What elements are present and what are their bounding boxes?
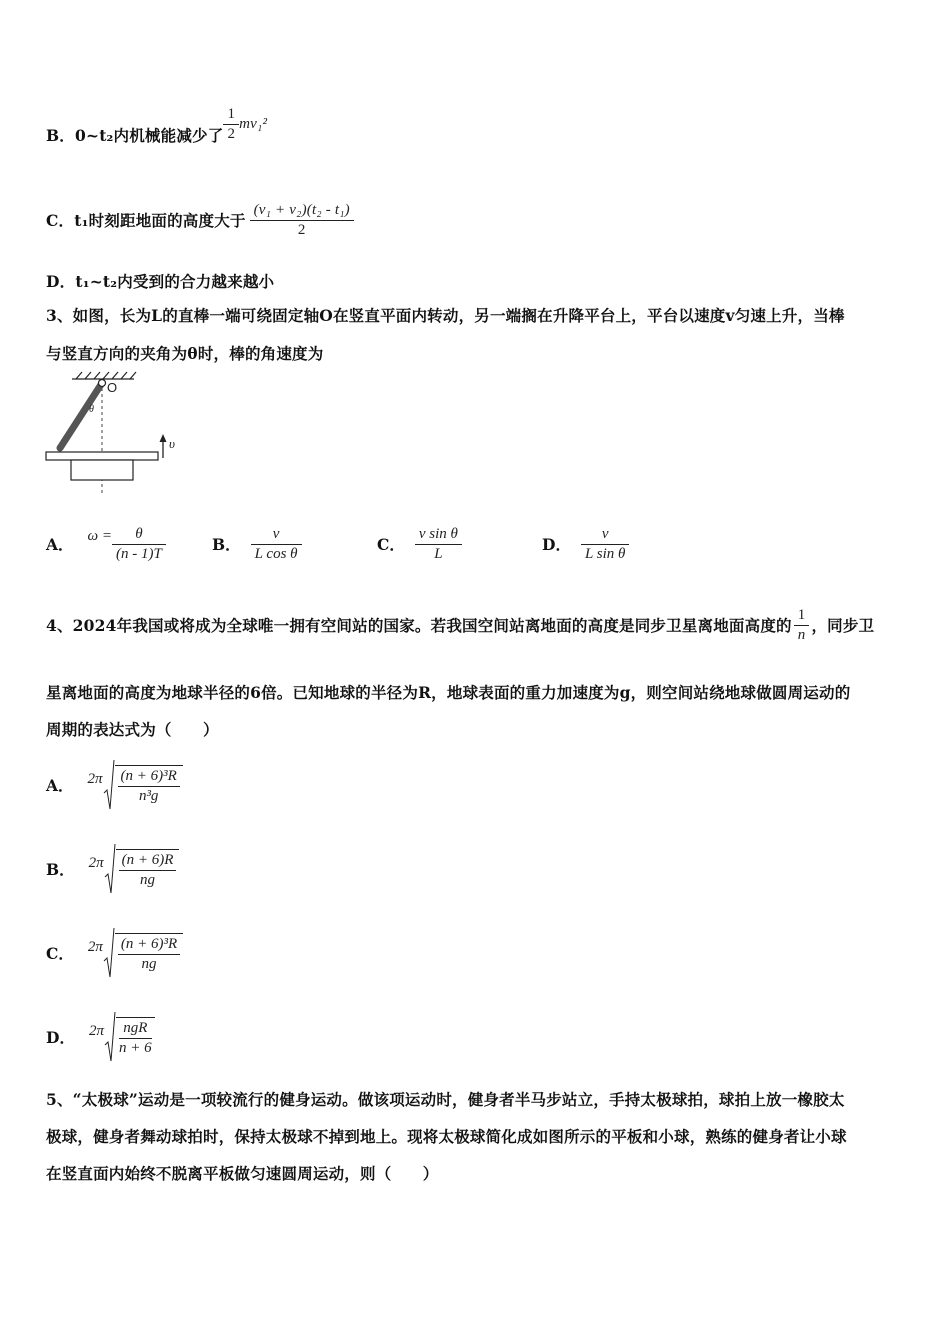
fraction-denominator: (n - 1)T bbox=[116, 545, 162, 562]
velocity-arrow-head bbox=[160, 434, 167, 442]
q3-option-a-fraction bbox=[112, 525, 166, 564]
radical-sign-icon bbox=[103, 927, 115, 979]
rod bbox=[60, 383, 102, 448]
fraction-numerator: v bbox=[601, 525, 609, 542]
radicand bbox=[116, 1017, 155, 1057]
q2-option-d-label: D． bbox=[46, 272, 76, 291]
fraction-denominator: n + 6 bbox=[118, 1040, 152, 1056]
q5-stem-line3: 在竖直面内始终不脱离平板做匀速圆周运动，则（ ） bbox=[46, 1164, 439, 1183]
q4-option-b-label: B． bbox=[46, 860, 75, 879]
q2-option-b-text: 0~t₂内机械能减少了 bbox=[75, 126, 224, 145]
q3-option-b-fraction bbox=[251, 525, 302, 564]
fraction-numerator: ngR bbox=[123, 1020, 148, 1036]
fraction-denominator: L cos θ bbox=[254, 545, 298, 562]
fraction-bar bbox=[119, 1038, 152, 1039]
fraction-denominator: L sin θ bbox=[584, 545, 626, 562]
fraction-numerator: v sin θ bbox=[418, 525, 458, 542]
fraction-denominator: L bbox=[434, 545, 443, 562]
q2-option-b-formula-tail: mv₁² bbox=[239, 115, 268, 132]
fraction-numerator: θ bbox=[135, 525, 143, 542]
fraction-numerator: (n + 6)³R bbox=[120, 936, 178, 952]
radical-sign-icon bbox=[103, 759, 115, 811]
q2-option-b-label: B． bbox=[46, 126, 76, 145]
q2-option-c-fraction bbox=[250, 201, 354, 240]
q2-option-b bbox=[46, 100, 267, 170]
q2-option-c bbox=[46, 185, 354, 255]
q2-option-d-text: t₁~t₂内受到的合力越来越小 bbox=[75, 272, 275, 291]
radicand bbox=[115, 765, 183, 805]
pivot-circle bbox=[99, 380, 106, 387]
q4-stem-line2: 星离地面的高度为地球半径的6倍。已知地球的半径为R，地球表面的重力加速度为g，则空间站绕地球做圆周运动的 bbox=[46, 683, 851, 702]
fraction-numerator: (n + 6)³R bbox=[120, 768, 177, 784]
q4-stem-fraction bbox=[794, 606, 810, 645]
q4-option-c-coefficient: 2π bbox=[87, 938, 103, 955]
q4-option-b-coefficient: 2π bbox=[88, 854, 104, 871]
velocity-label: υ bbox=[169, 436, 175, 451]
q3-option-a-lhs: ω = bbox=[87, 527, 112, 544]
q3-option-a-label: A． bbox=[46, 535, 74, 554]
q4-stem-line1-b: ，同步卫 bbox=[811, 616, 875, 635]
q4-option-c bbox=[46, 918, 183, 988]
q4-option-a-label: A． bbox=[46, 776, 74, 795]
q4-option-c-sqrt bbox=[103, 927, 183, 979]
q2-option-c-text: t₁时刻距地面的高度大于 bbox=[74, 211, 246, 230]
q4-option-b-sqrt bbox=[104, 843, 180, 895]
q4-stem-line3: 周期的表达式为（ ） bbox=[46, 720, 219, 739]
q4-option-b bbox=[46, 834, 179, 904]
q4-option-a-sqrt bbox=[103, 759, 183, 811]
q4-option-a-coefficient: 2π bbox=[87, 770, 103, 787]
q3-option-c-label: C． bbox=[377, 535, 405, 554]
fraction-numerator: (n + 6)R bbox=[121, 852, 174, 868]
q2-option-c-label: C． bbox=[46, 211, 75, 230]
q3-stem-line1: 3、如图，长为L的直棒一端可绕固定轴O在竖直平面内转动，另一端搁在升降平台上，平台以速度v匀速上升，当棒 bbox=[46, 306, 845, 325]
q4-option-d-label: D． bbox=[46, 1028, 75, 1047]
q3-option-d-label: D． bbox=[542, 535, 571, 554]
radicand bbox=[116, 849, 180, 889]
platform-plate bbox=[46, 452, 158, 460]
fraction-bar bbox=[119, 870, 177, 871]
fraction-denominator: 2 bbox=[227, 125, 236, 142]
fraction-numerator: 1 bbox=[227, 105, 236, 122]
q4-stem-line1 bbox=[46, 590, 874, 660]
q2-option-d bbox=[46, 270, 274, 292]
q3-option-b bbox=[212, 508, 302, 580]
q3-option-c bbox=[377, 508, 462, 580]
angle-label: θ bbox=[89, 404, 94, 415]
q3-stem-line2: 与竖直方向的夹角为θ时，棒的角速度为 bbox=[46, 344, 324, 363]
q5-stem-line2: 极球，健身者舞动球拍时，保持太极球不掉到地上。现将太极球简化成如图所示的平板和小球，熟练的健身者让小球 bbox=[46, 1127, 847, 1146]
fraction-numerator: (v₁ + v₂)(t₂ - t₁) bbox=[253, 201, 350, 218]
q3-option-d-fraction bbox=[581, 525, 629, 564]
q4-option-a bbox=[46, 750, 183, 820]
fraction-numerator: v bbox=[272, 525, 280, 542]
pivot-label: O bbox=[107, 380, 118, 395]
radical-sign-icon bbox=[104, 843, 116, 895]
fraction-denominator: n³g bbox=[138, 788, 159, 804]
q4-stem-line1-a: 4、2024年我国或将成为全球唯一拥有空间站的国家。若我国空间站离地面的高度是同步卫星离地面高度的 bbox=[46, 616, 792, 635]
q2-option-b-fraction bbox=[223, 105, 239, 144]
q3-option-c-fraction bbox=[415, 525, 462, 564]
fraction-bar bbox=[118, 786, 180, 787]
q3-option-b-label: B． bbox=[212, 535, 241, 554]
fraction-denominator: 2 bbox=[297, 221, 306, 238]
ceiling-hatch bbox=[72, 372, 136, 379]
q3-rod-platform-figure bbox=[40, 368, 200, 496]
q4-option-d-coefficient: 2π bbox=[88, 1022, 104, 1039]
q3-option-d bbox=[542, 508, 629, 580]
platform-base bbox=[71, 460, 133, 480]
q4-option-d bbox=[46, 1002, 155, 1072]
q4-option-c-label: C． bbox=[46, 944, 74, 963]
fraction-denominator: ng bbox=[141, 956, 157, 972]
fraction-denominator: n bbox=[797, 626, 806, 643]
q4-option-d-sqrt bbox=[104, 1011, 155, 1063]
radicand bbox=[115, 933, 183, 973]
fraction-numerator: 1 bbox=[797, 606, 806, 623]
fraction-bar bbox=[118, 954, 180, 955]
q3-option-a bbox=[46, 508, 166, 580]
q5-stem-line1: 5、“太极球”运动是一项较流行的健身运动。做该项运动时，健身者半马步站立，手持太极球拍，球拍上放一橡胶太 bbox=[46, 1090, 845, 1109]
radical-sign-icon bbox=[104, 1011, 116, 1063]
fraction-denominator: ng bbox=[140, 872, 156, 888]
